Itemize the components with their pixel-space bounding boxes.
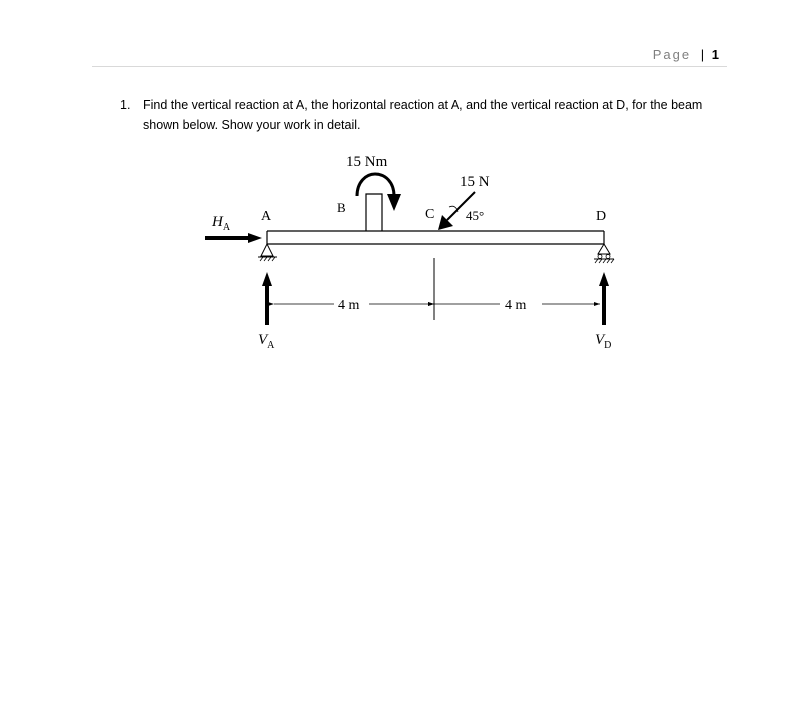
dimension-lines bbox=[274, 258, 600, 320]
force-label: 15 N bbox=[460, 174, 490, 190]
reaction-arrow-ha-icon bbox=[205, 233, 262, 243]
page-number: 1 bbox=[711, 47, 719, 62]
pin-support-a bbox=[258, 244, 277, 261]
beam bbox=[267, 231, 604, 244]
roller-support-d bbox=[594, 244, 614, 263]
dimension-right-label: 4 m bbox=[505, 298, 527, 313]
angle-label: 45° bbox=[466, 208, 485, 223]
question-text: Find the vertical reaction at A, the horizontal reaction at A, and the vertical reaction at D, for the beam shown below. Show your work in detail. bbox=[143, 98, 703, 132]
point-d-label: D bbox=[596, 209, 607, 224]
page-separator: | bbox=[700, 47, 707, 62]
reaction-vd-label: $V_D$ bbox=[595, 332, 612, 351]
page-word: Page bbox=[652, 47, 692, 62]
point-b-label: B bbox=[337, 200, 346, 215]
moment-arrow-icon bbox=[357, 174, 401, 211]
reaction-arrow-va-icon bbox=[262, 272, 272, 325]
point-c-label: C bbox=[425, 207, 435, 222]
moment-label: 15 Nm bbox=[346, 154, 388, 170]
reaction-arrow-vd-icon bbox=[599, 272, 609, 325]
reaction-va-label: $V_A$ bbox=[258, 332, 275, 351]
point-a-label: A bbox=[261, 209, 272, 224]
reaction-ha-label: $H_A$ bbox=[212, 214, 231, 233]
question-number: 1. bbox=[120, 98, 131, 112]
dimension-left-label: 4 m bbox=[338, 298, 360, 313]
beam-bracket bbox=[366, 194, 382, 231]
